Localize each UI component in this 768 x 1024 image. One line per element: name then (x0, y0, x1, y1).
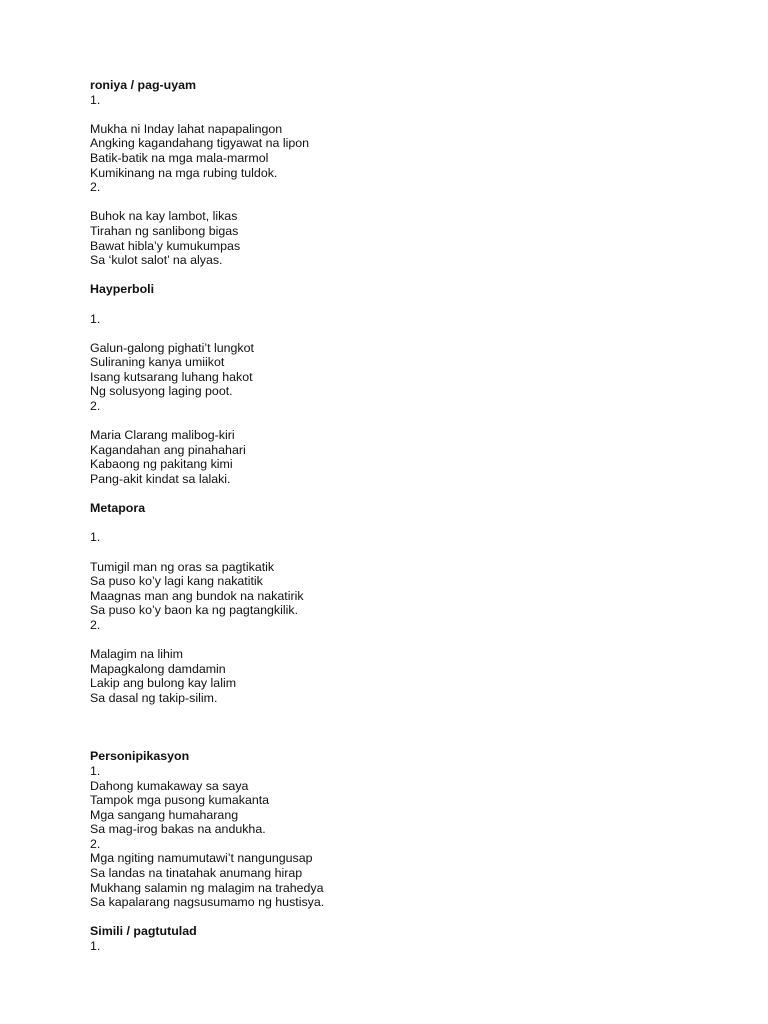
poem-line: Mga ngiting namumutawi’t nangungusap (90, 851, 313, 866)
blank-line (90, 487, 690, 502)
poem-number: 1. (90, 311, 101, 326)
blank-line (90, 545, 690, 560)
poem-line: Sa kapalarang nagsusumamo ng hustisya. (90, 895, 325, 910)
poem-number: 1. (90, 92, 101, 107)
poem-number: 2. (90, 836, 101, 851)
section-title-ironiya: roniya / pag-uyam (90, 78, 197, 92)
poem-line: Galun-galong pighati’t lungkot (90, 340, 254, 355)
blank-line (90, 910, 690, 925)
blank-line (90, 268, 690, 283)
poem-line: Sa puso ko’y lagi kang nakatitik (90, 574, 263, 589)
poem-line: Tirahan ng sanlibong bigas (90, 223, 239, 238)
blank-line (90, 297, 690, 312)
poem-line: Tumigil man ng oras sa pagtikatik (90, 559, 275, 574)
blank-line (90, 516, 690, 531)
poem-line: Suliraning kanya umiikot (90, 355, 225, 370)
blank-line (90, 107, 690, 122)
poem-line: Buhok na kay lambot, likas (90, 209, 238, 224)
blank-line (90, 735, 690, 750)
poem-line: Lakip ang bulong kay lalim (90, 676, 237, 691)
poem-line: Dahong kumakaway sa saya (90, 778, 249, 793)
poem-line: Maagnas man ang bundok na nakatirik (90, 588, 304, 603)
poem-line: Kagandahan ang pinahahari (90, 442, 246, 457)
poem-line: Sa mag-irog bakas na andukha. (90, 822, 266, 837)
poem-line: Sa ‘kulot salot’ na alyas. (90, 253, 223, 268)
poem-line: Angking kagandahang tigyawat na lipon (90, 136, 310, 151)
poem-number: 2. (90, 399, 101, 414)
poem-line: Maria Clarang malibog-kiri (90, 428, 235, 443)
poem-line: Bawat hibla’y kumukumpas (90, 238, 241, 253)
poem-number: 1. (90, 530, 101, 545)
poem-line: Sa landas na tinatahak anumang hirap (90, 866, 303, 881)
poem-line: Mukha ni Inday lahat napapalingon (90, 121, 283, 136)
poem-line: Mga sangang humaharang (90, 807, 239, 822)
poem-line: Kumikinang na mga rubing tuldok. (90, 165, 278, 180)
blank-line (90, 326, 690, 341)
poem-line: Sa puso ko’y baon ka ng pagtangkilik. (90, 603, 299, 618)
poem-line: Sa dasal ng takip-silim. (90, 690, 218, 705)
poem-line: Isang kutsarang luhang hakot (90, 369, 253, 384)
poem-line: Kabaong ng pakitang kimi (90, 457, 233, 472)
poem-number: 2. (90, 180, 101, 195)
poem-line: Batik-batik na mga mala-marmol (90, 150, 269, 165)
blank-line (90, 706, 690, 721)
blank-line (90, 633, 690, 648)
section-title-simili: Simili / pagtutulad (90, 924, 197, 939)
poem-number: 2. (90, 617, 101, 632)
blank-line (90, 720, 690, 735)
poem-line: Pang-akit kindat sa lalaki. (90, 472, 231, 487)
section-title-hayperboli: Hayperboli (90, 282, 155, 297)
section-title-personipikasyon: Personipikasyon (90, 749, 190, 764)
poem-line: Mukhang salamin ng malagim na trahedya (90, 880, 324, 895)
blank-line (90, 414, 690, 429)
poem-line: Malagim na lihim (90, 647, 183, 662)
blank-line (90, 195, 690, 210)
section-title-metapora: Metapora (90, 501, 146, 516)
poem-number: 1. (90, 763, 101, 778)
poem-line: Tampok mga pusong kumakanta (90, 793, 270, 808)
poem-number: 1. (90, 939, 101, 954)
document-content (90, 78, 690, 954)
poem-line: Ng solusyong laging poot. (90, 384, 233, 399)
poem-line: Mapagkalong damdamin (90, 661, 226, 676)
